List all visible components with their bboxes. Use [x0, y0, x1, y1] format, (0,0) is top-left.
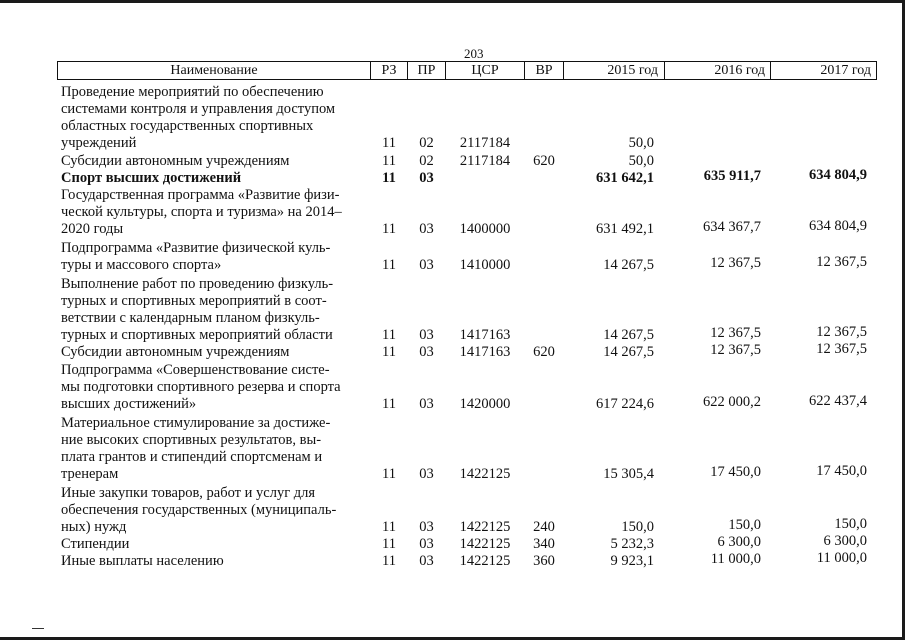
- row-rz: 11: [382, 536, 396, 552]
- row-value-2016: 12 367,5: [710, 342, 761, 358]
- row-vr: 620: [533, 153, 555, 169]
- row-name-line: Материальное стимулирование за достиже-: [61, 415, 331, 431]
- row-name-line: мы подготовки спортивного резерва и спорта: [61, 379, 341, 395]
- row-rz: 11: [382, 344, 396, 360]
- row-rz: 11: [382, 553, 396, 569]
- row-value-2017: 12 367,5: [816, 341, 867, 357]
- row-value-2017: 11 000,0: [816, 550, 867, 566]
- row-pr: 03: [419, 396, 434, 412]
- row-csr: 1417163: [459, 344, 511, 360]
- row-name-line: Субсидии автономным учреждениям: [61, 153, 290, 169]
- row-name-line: Подпрограмма «Развитие физической куль-: [61, 240, 331, 256]
- row-name-line: высших достижений»: [61, 396, 197, 412]
- row-name-line: ветствии с календарным планом физкуль-: [61, 310, 320, 326]
- row-value-2017: 634 804,9: [809, 167, 867, 183]
- row-pr: 03: [419, 519, 434, 535]
- row-value-2015: 631 642,1: [596, 170, 654, 186]
- row-name-line: тренерам: [61, 466, 119, 482]
- row-value-2016: 622 000,2: [703, 394, 761, 410]
- header-vr: ВР: [535, 63, 553, 78]
- row-rz: 11: [382, 153, 396, 169]
- header-2017: 2017 год: [820, 63, 871, 78]
- row-value-2015: 5 232,3: [610, 536, 654, 552]
- row-vr: 360: [533, 553, 555, 569]
- row-value-2017: 150,0: [834, 516, 867, 532]
- scan-border-top: [0, 0, 905, 3]
- header-2015: 2015 год: [607, 63, 658, 78]
- row-csr: 1400000: [459, 221, 511, 237]
- row-value-2015: 9 923,1: [610, 553, 654, 569]
- row-value-2017: 12 367,5: [816, 324, 867, 340]
- row-pr: 03: [419, 327, 434, 343]
- row-rz: 11: [382, 170, 396, 186]
- row-name-line: учреждений: [61, 135, 137, 151]
- row-pr: 02: [419, 135, 434, 151]
- row-csr: 2117184: [459, 153, 511, 169]
- row-name-line: туры и массового спорта»: [61, 257, 222, 273]
- row-value-2015: 15 305,4: [603, 466, 654, 482]
- row-pr: 03: [419, 466, 434, 482]
- row-rz: 11: [382, 396, 396, 412]
- row-value-2016: 12 367,5: [710, 255, 761, 271]
- row-rz: 11: [382, 257, 396, 273]
- row-value-2017: 12 367,5: [816, 254, 867, 270]
- row-value-2017: 622 437,4: [809, 393, 867, 409]
- row-value-2016: 12 367,5: [710, 325, 761, 341]
- row-name-line: турных и спортивных мероприятий в соот-: [61, 293, 327, 309]
- row-name-line: Государственная программа «Развитие физи-: [61, 187, 340, 203]
- row-name-line: турных и спортивных мероприятий области: [61, 327, 333, 343]
- header-name: Наименование: [170, 63, 258, 78]
- header-csr: ЦСР: [471, 63, 499, 78]
- row-name-line: областных государственных спортивных: [61, 118, 314, 134]
- row-pr: 03: [419, 344, 434, 360]
- row-rz: 11: [382, 519, 396, 535]
- row-rz: 11: [382, 135, 396, 151]
- row-name-line: обеспечения государственных (муниципаль-: [61, 502, 337, 518]
- row-name-line: Стипендии: [61, 536, 130, 552]
- row-pr: 03: [419, 536, 434, 552]
- row-name-line: Иные выплаты населению: [61, 553, 224, 569]
- row-vr: 620: [533, 344, 555, 360]
- header-bottom-rule: [57, 79, 877, 80]
- row-value-2016: 150,0: [728, 517, 761, 533]
- row-csr: 1422125: [459, 466, 511, 482]
- row-value-2015: 631 492,1: [596, 221, 654, 237]
- row-name-line: ческой культуры, спорта и туризма» на 2014–: [61, 204, 342, 220]
- row-pr: 03: [419, 553, 434, 569]
- row-name-line: Иные закупки товаров, работ и услуг для: [61, 485, 316, 501]
- row-csr: 2117184: [459, 135, 511, 151]
- row-csr: 1417163: [459, 327, 511, 343]
- row-value-2017: 634 804,9: [809, 218, 867, 234]
- row-pr: 03: [419, 257, 434, 273]
- row-value-2016: 17 450,0: [710, 464, 761, 480]
- row-value-2015: 14 267,5: [603, 257, 654, 273]
- header-rz: РЗ: [381, 63, 397, 78]
- row-name-line: ние высоких спортивных результатов, вы-: [61, 432, 322, 448]
- row-value-2015: 14 267,5: [603, 344, 654, 360]
- row-value-2015: 50,0: [628, 153, 654, 169]
- row-vr: 340: [533, 536, 555, 552]
- row-csr: 1420000: [459, 396, 511, 412]
- row-value-2015: 50,0: [628, 135, 654, 151]
- row-name-line: ных) нужд: [61, 519, 127, 535]
- row-pr: 03: [419, 221, 434, 237]
- row-value-2015: 150,0: [621, 519, 654, 535]
- row-name-line: Проведение мероприятий по обеспечению: [61, 84, 324, 100]
- header-divider: [876, 61, 877, 80]
- row-vr: 240: [533, 519, 555, 535]
- row-value-2015: 617 224,6: [596, 396, 654, 412]
- page-number: 203: [464, 46, 484, 61]
- row-value-2016: 634 367,7: [703, 219, 761, 235]
- row-pr: 03: [419, 170, 434, 186]
- scan-mark: [32, 628, 44, 629]
- row-rz: 11: [382, 327, 396, 343]
- row-name-line: Спорт высших достижений: [61, 170, 242, 186]
- row-name-line: Выполнение работ по проведению физкуль-: [61, 276, 334, 292]
- row-name-line: Подпрограмма «Совершенствование систе-: [61, 362, 330, 378]
- row-value-2016: 11 000,0: [710, 551, 761, 567]
- row-value-2016: 6 300,0: [717, 534, 761, 550]
- row-csr: 1422125: [459, 519, 511, 535]
- row-value-2016: 635 911,7: [703, 168, 761, 184]
- row-value-2017: 17 450,0: [816, 463, 867, 479]
- row-pr: 02: [419, 153, 434, 169]
- header-pr: ПР: [417, 63, 436, 78]
- row-name-line: плата грантов и стипендий спортсменам и: [61, 449, 323, 465]
- row-name-line: Субсидии автономным учреждениям: [61, 344, 290, 360]
- header-top-rule: [57, 61, 877, 62]
- row-rz: 11: [382, 221, 396, 237]
- header-2016: 2016 год: [714, 63, 765, 78]
- row-value-2015: 14 267,5: [603, 327, 654, 343]
- row-name-line: системами контроля и управления доступом: [61, 101, 336, 117]
- row-name-line: 2020 годы: [61, 221, 124, 237]
- row-csr: 1410000: [459, 257, 511, 273]
- row-value-2017: 6 300,0: [823, 533, 867, 549]
- row-rz: 11: [382, 466, 396, 482]
- row-csr: 1422125: [459, 553, 511, 569]
- row-csr: 1422125: [459, 536, 511, 552]
